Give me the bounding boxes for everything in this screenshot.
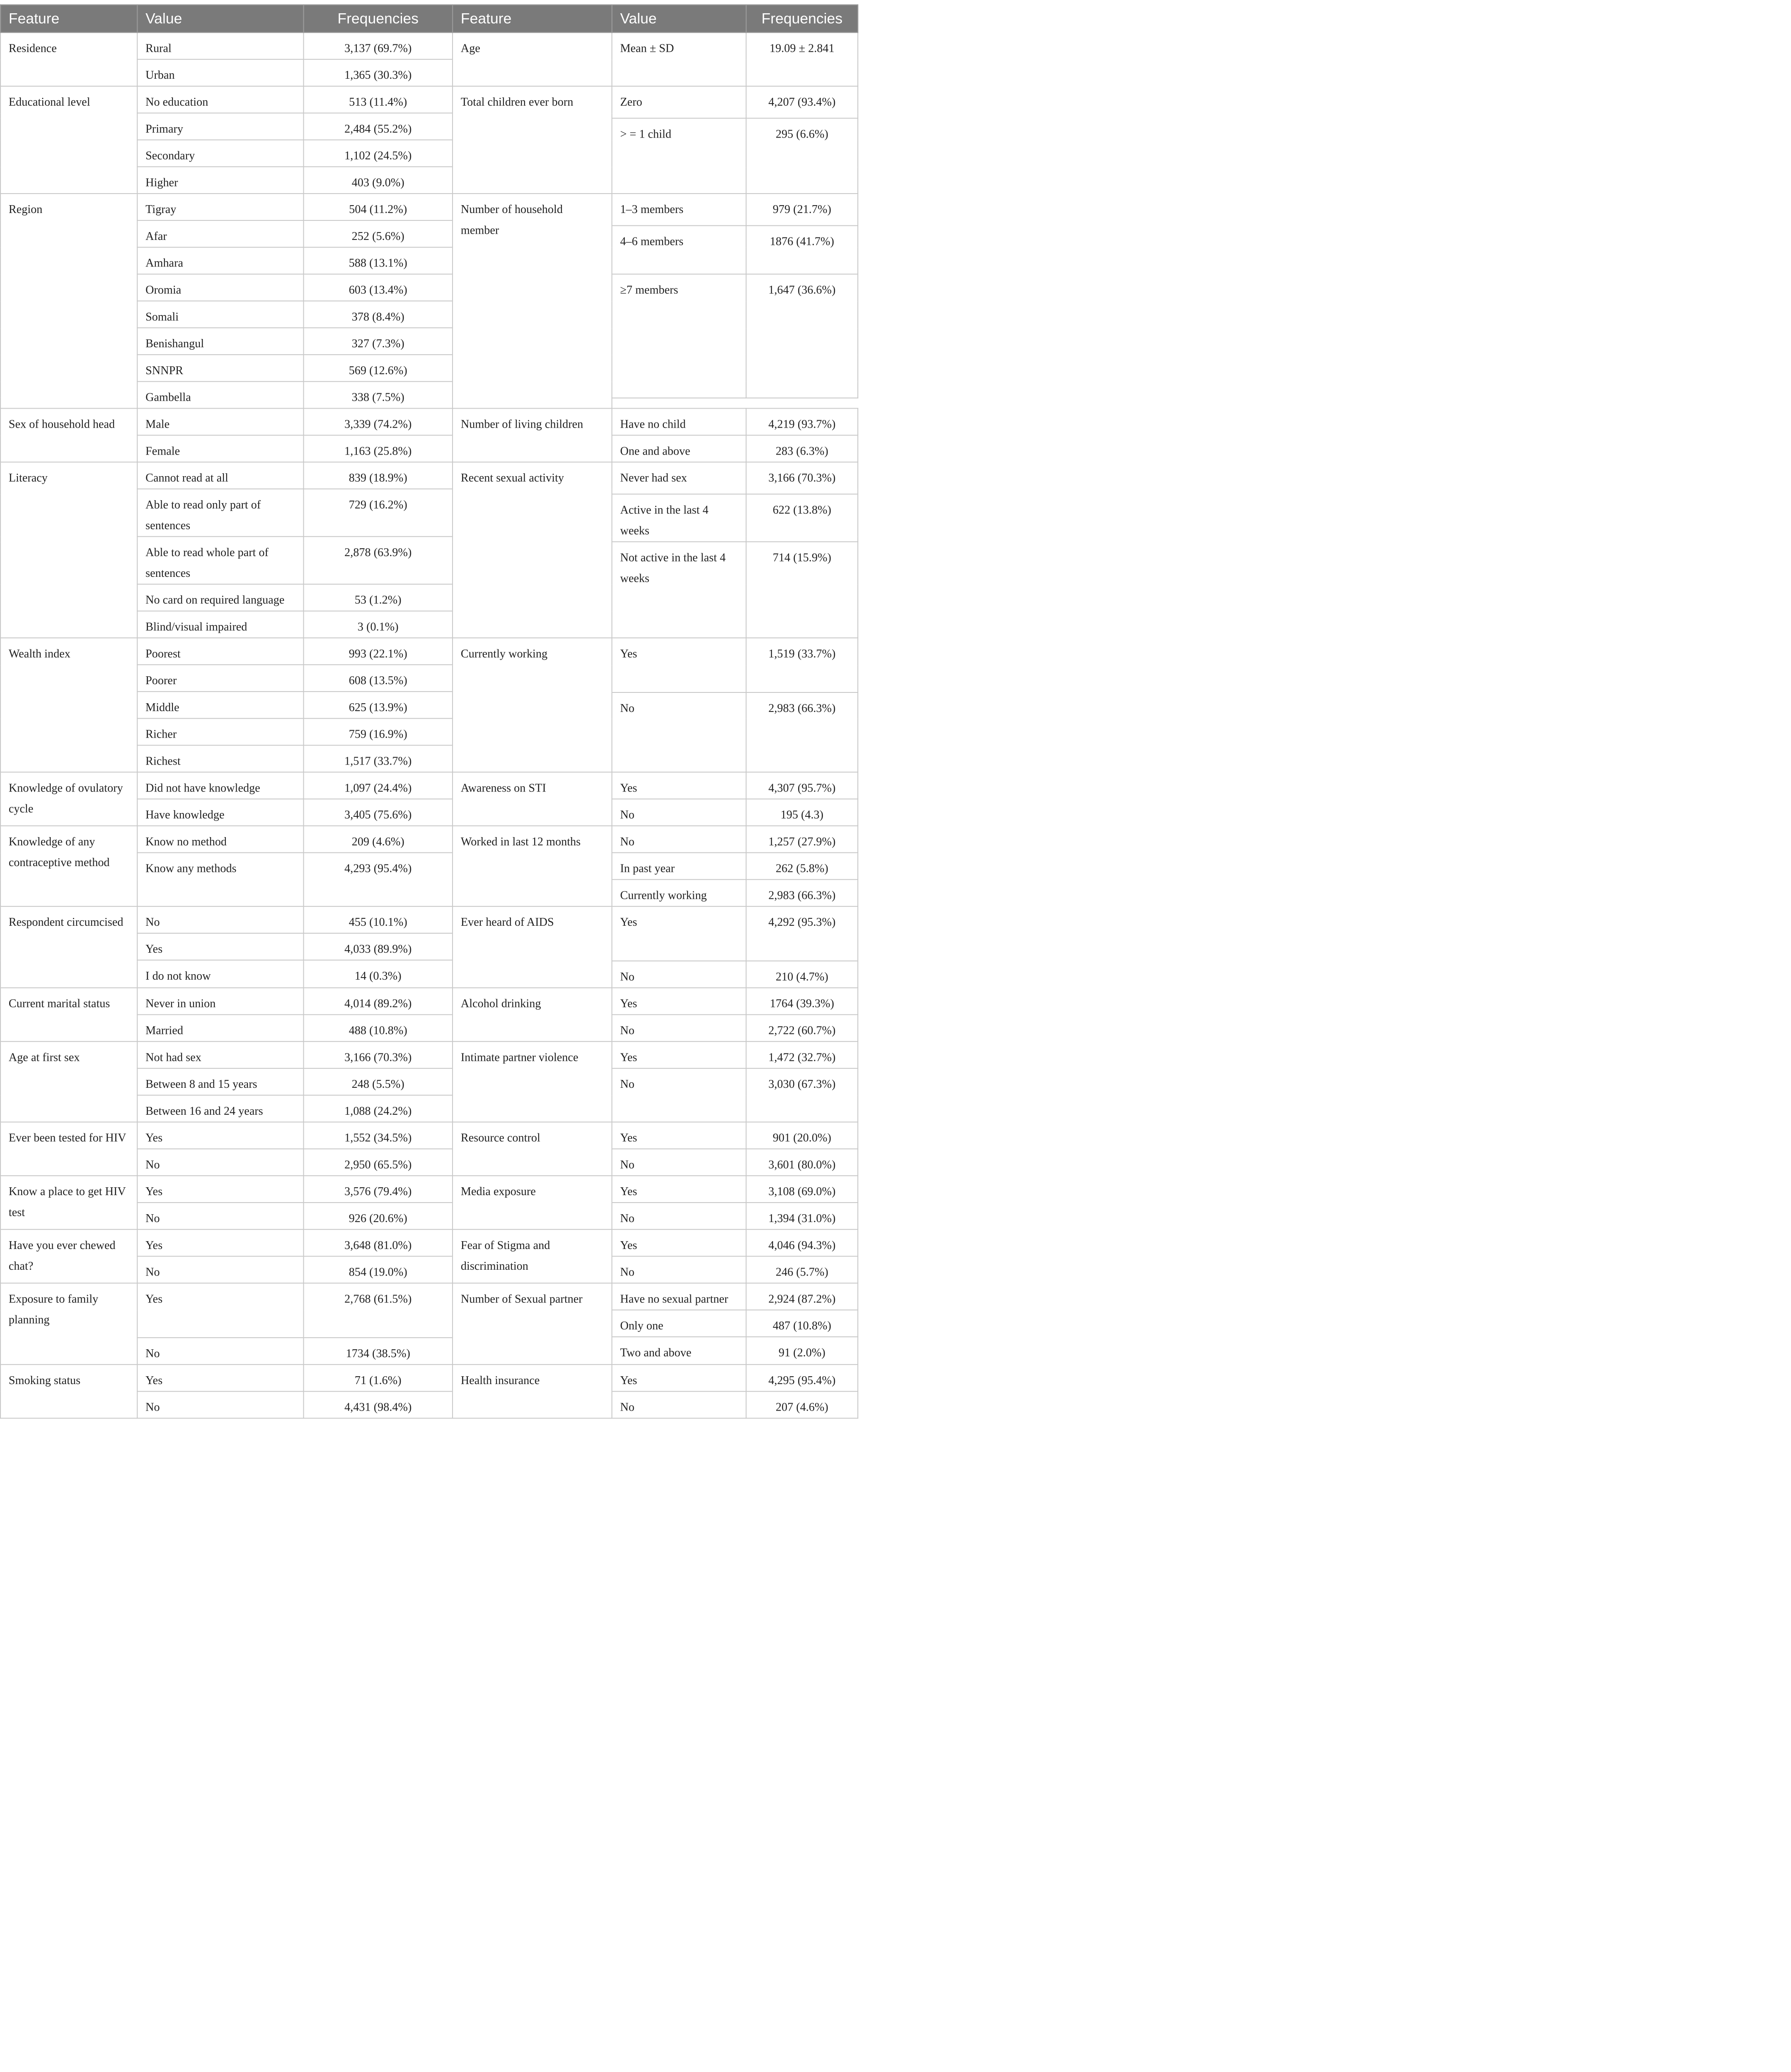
- frequency-cell: 3,339 (74.2%): [304, 408, 453, 435]
- frequency-cell: 2,950 (65.5%): [304, 1149, 453, 1176]
- value-cell: > = 1 child: [612, 118, 746, 194]
- frequency-cell: 4,292 (95.3%): [746, 906, 858, 961]
- value-cell: Yes: [137, 1176, 303, 1203]
- frequency-cell: 2,722 (60.7%): [746, 1014, 858, 1041]
- value-cell: Amhara: [137, 247, 303, 274]
- frequency-cell: 3,108 (69.0%): [746, 1176, 858, 1203]
- value-cell: No: [612, 826, 746, 853]
- frequency-cell: 625 (13.9%): [304, 692, 453, 719]
- feature-cell: Awareness on STI: [453, 772, 612, 826]
- frequency-cell: 3 (0.1%): [304, 611, 453, 638]
- value-cell: Urban: [137, 59, 303, 86]
- frequency-cell: 4,295 (95.4%): [746, 1365, 858, 1392]
- table-row: [0, 1176, 858, 1203]
- value-cell: Have no sexual partner: [612, 1283, 746, 1310]
- frequency-cell: 979 (21.7%): [746, 194, 858, 225]
- frequency-cell: 569 (12.6%): [304, 355, 453, 382]
- frequency-cell: 4,207 (93.4%): [746, 86, 858, 118]
- value-cell: Did not have knowledge: [137, 772, 303, 799]
- frequency-cell: 603 (13.4%): [304, 274, 453, 301]
- frequency-cell: 4,219 (93.7%): [746, 408, 858, 435]
- feature-cell: Age at first sex: [0, 1041, 137, 1122]
- feature-cell: Number of household member: [453, 194, 612, 408]
- frequency-cell: 588 (13.1%): [304, 247, 453, 274]
- value-cell: Yes: [612, 1041, 746, 1068]
- feature-cell: Intimate partner violence: [453, 1041, 612, 1122]
- frequency-cell: 3,601 (80.0%): [746, 1149, 858, 1176]
- value-cell: Yes: [612, 1365, 746, 1392]
- frequency-cell: 14 (0.3%): [304, 960, 453, 988]
- value-cell: No: [137, 906, 303, 933]
- frequency-cell: 338 (7.5%): [304, 382, 453, 409]
- value-cell: ≥7 members: [612, 274, 746, 397]
- frequency-cell: 608 (13.5%): [304, 665, 453, 692]
- frequency-cell: 246 (5.7%): [746, 1256, 858, 1283]
- value-cell: Yes: [137, 1283, 303, 1338]
- frequency-cell: 1,088 (24.2%): [304, 1095, 453, 1122]
- feature-cell: Worked in last 12 months: [453, 826, 612, 906]
- value-cell: No: [612, 1149, 746, 1176]
- value-cell: Have knowledge: [137, 799, 303, 826]
- frequency-cell: 91 (2.0%): [746, 1337, 858, 1365]
- table-row: [0, 462, 858, 489]
- feature-cell: Knowledge of ovulatory cycle: [0, 772, 137, 826]
- frequency-cell: 1,365 (30.3%): [304, 59, 453, 86]
- value-cell: No: [137, 1149, 303, 1176]
- frequency-cell: 1734 (38.5%): [304, 1338, 453, 1365]
- frequency-cell: 504 (11.2%): [304, 194, 453, 220]
- frequency-cell: 1,552 (34.5%): [304, 1122, 453, 1149]
- feature-cell: Current marital status: [0, 988, 137, 1042]
- value-cell: Yes: [612, 772, 746, 799]
- value-cell: Benishangul: [137, 328, 303, 355]
- frequency-cell: 714 (15.9%): [746, 542, 858, 638]
- table-body: [0, 32, 858, 1418]
- frequency-cell: 487 (10.8%): [746, 1310, 858, 1337]
- frequency-cell: 3,166 (70.3%): [304, 1041, 453, 1068]
- frequency-cell: 1,394 (31.0%): [746, 1203, 858, 1230]
- table-row: [0, 86, 858, 113]
- frequency-cell: 513 (11.4%): [304, 86, 453, 113]
- value-cell: Only one: [612, 1310, 746, 1337]
- frequency-cell: 2,768 (61.5%): [304, 1283, 453, 1338]
- value-cell: Active in the last 4 weeks: [612, 494, 746, 542]
- feature-cell: Recent sexual activity: [453, 462, 612, 638]
- table-row: [0, 1365, 858, 1392]
- value-cell: Yes: [137, 1230, 303, 1256]
- header-frequencies-left: Frequencies: [304, 5, 453, 32]
- value-cell: No: [612, 1068, 746, 1122]
- value-cell: Two and above: [612, 1337, 746, 1365]
- value-cell: No: [612, 1014, 746, 1041]
- feature-cell: Health insurance: [453, 1365, 612, 1418]
- table-row: [0, 1041, 858, 1068]
- feature-cell: Alcohol drinking: [453, 988, 612, 1042]
- frequency-cell: 262 (5.8%): [746, 853, 858, 880]
- frequency-cell: 207 (4.6%): [746, 1392, 858, 1418]
- feature-cell: Exposure to family planning: [0, 1283, 137, 1364]
- header-value-right: Value: [612, 5, 746, 32]
- header-frequencies-right: Frequencies: [746, 5, 858, 32]
- value-cell: Yes: [612, 906, 746, 961]
- frequency-cell: 403 (9.0%): [304, 167, 453, 194]
- value-cell: Never in union: [137, 988, 303, 1015]
- table-header-row: [0, 5, 858, 32]
- frequency-cell: 1,163 (25.8%): [304, 435, 453, 462]
- value-cell: Gambella: [137, 382, 303, 409]
- value-cell: 4–6 members: [612, 225, 746, 274]
- feature-cell: Smoking status: [0, 1365, 137, 1418]
- value-cell: Have no child: [612, 408, 746, 435]
- feature-cell: Number of Sexual partner: [453, 1283, 612, 1364]
- value-cell: Cannot read at all: [137, 462, 303, 489]
- frequency-cell: 4,431 (98.4%): [304, 1392, 453, 1418]
- frequency-cell: 2,924 (87.2%): [746, 1283, 858, 1310]
- frequency-cell: 854 (19.0%): [304, 1256, 453, 1283]
- value-cell: Middle: [137, 692, 303, 719]
- frequency-cell: 195 (4.3): [746, 799, 858, 826]
- table-row: [0, 408, 858, 435]
- feature-cell: Ever heard of AIDS: [453, 906, 612, 988]
- value-cell: Never had sex: [612, 462, 746, 494]
- feature-cell: Ever been tested for HIV: [0, 1122, 137, 1176]
- frequency-cell: 1764 (39.3%): [746, 988, 858, 1015]
- value-cell: Yes: [612, 1176, 746, 1203]
- frequency-cell: 2,983 (66.3%): [746, 692, 858, 772]
- frequency-cell: 759 (16.9%): [304, 719, 453, 746]
- frequency-cell: 4,293 (95.4%): [304, 853, 453, 907]
- frequency-cell: 1,472 (32.7%): [746, 1041, 858, 1068]
- value-cell: No: [612, 1392, 746, 1418]
- value-cell: Oromia: [137, 274, 303, 301]
- frequency-cell: 729 (16.2%): [304, 489, 453, 537]
- feature-cell: Age: [453, 32, 612, 86]
- frequency-cell: 248 (5.5%): [304, 1068, 453, 1095]
- feature-cell: Residence: [0, 32, 137, 86]
- value-cell: Female: [137, 435, 303, 462]
- value-cell: Higher: [137, 167, 303, 194]
- feature-cell: Wealth index: [0, 638, 137, 772]
- value-cell: No: [612, 1203, 746, 1230]
- frequency-cell: 3,405 (75.6%): [304, 799, 453, 826]
- frequency-cell: 1,097 (24.4%): [304, 772, 453, 799]
- value-cell: Yes: [612, 1230, 746, 1256]
- value-cell: Able to read only part of sentences: [137, 489, 303, 537]
- frequency-cell: 4,307 (95.7%): [746, 772, 858, 799]
- table-row: [0, 638, 858, 665]
- frequency-cell: 1,102 (24.5%): [304, 140, 453, 167]
- table-row: [0, 1230, 858, 1256]
- feature-cell: Total children ever born: [453, 86, 612, 194]
- feature-cell: Educational level: [0, 86, 137, 194]
- header-feature-left: Feature: [0, 5, 137, 32]
- frequency-cell: 4,014 (89.2%): [304, 988, 453, 1015]
- frequency-cell: 327 (7.3%): [304, 328, 453, 355]
- frequency-cell: 1876 (41.7%): [746, 225, 858, 274]
- table-row: [0, 1283, 858, 1310]
- value-cell: Afar: [137, 220, 303, 247]
- frequency-cell: 1,647 (36.6%): [746, 274, 858, 397]
- value-cell: Tigray: [137, 194, 303, 220]
- frequency-cell: 455 (10.1%): [304, 906, 453, 933]
- value-cell: No: [612, 1256, 746, 1283]
- value-cell: 1–3 members: [612, 194, 746, 225]
- table-row: [0, 988, 858, 1015]
- feature-cell: Sex of household head: [0, 408, 137, 462]
- value-cell: Poorer: [137, 665, 303, 692]
- frequency-cell: 1,517 (33.7%): [304, 745, 453, 772]
- value-cell: Yes: [612, 638, 746, 692]
- table-row: [0, 194, 858, 220]
- frequency-cell: 19.09 ± 2.841: [746, 32, 858, 86]
- frequency-cell: 210 (4.7%): [746, 961, 858, 988]
- value-cell: No: [612, 961, 746, 988]
- feature-cell: Resource control: [453, 1122, 612, 1176]
- value-cell: Between 8 and 15 years: [137, 1068, 303, 1095]
- frequency-cell: 252 (5.6%): [304, 220, 453, 247]
- value-cell: No: [137, 1256, 303, 1283]
- frequency-cell: 283 (6.3%): [746, 435, 858, 462]
- frequency-cell: 2,878 (63.9%): [304, 537, 453, 584]
- value-cell: Somali: [137, 301, 303, 328]
- frequency-cell: 839 (18.9%): [304, 462, 453, 489]
- table-row: [0, 772, 858, 799]
- feature-cell: Number of living children: [453, 408, 612, 462]
- value-cell: Yes: [137, 1365, 303, 1392]
- frequency-cell: 1,519 (33.7%): [746, 638, 858, 692]
- table-row: [0, 906, 858, 933]
- frequency-cell: 4,046 (94.3%): [746, 1230, 858, 1256]
- frequency-cell: 53 (1.2%): [304, 584, 453, 611]
- value-cell: Poorest: [137, 638, 303, 665]
- value-cell: Male: [137, 408, 303, 435]
- feature-cell: Region: [0, 194, 137, 408]
- frequency-cell: 2,983 (66.3%): [746, 879, 858, 906]
- value-cell: Not had sex: [137, 1041, 303, 1068]
- frequency-cell: 488 (10.8%): [304, 1014, 453, 1041]
- value-cell: Yes: [612, 988, 746, 1015]
- frequency-cell: 622 (13.8%): [746, 494, 858, 542]
- frequency-cell: 926 (20.6%): [304, 1203, 453, 1230]
- value-cell: Mean ± SD: [612, 32, 746, 86]
- frequency-cell: 3,648 (81.0%): [304, 1230, 453, 1256]
- value-cell: Primary: [137, 113, 303, 140]
- frequency-cell: 3,576 (79.4%): [304, 1176, 453, 1203]
- feature-cell: Media exposure: [453, 1176, 612, 1230]
- value-cell: No: [137, 1203, 303, 1230]
- header-value-left: Value: [137, 5, 303, 32]
- value-cell: Blind/visual impaired: [137, 611, 303, 638]
- frequency-cell: 2,484 (55.2%): [304, 113, 453, 140]
- value-cell: No: [137, 1392, 303, 1418]
- value-cell: Married: [137, 1014, 303, 1041]
- frequency-cell: 4,033 (89.9%): [304, 933, 453, 960]
- value-cell: Yes: [137, 1122, 303, 1149]
- value-cell: Secondary: [137, 140, 303, 167]
- value-cell: No education: [137, 86, 303, 113]
- table-row: [0, 1122, 858, 1149]
- table-page: [0, 0, 857, 1414]
- value-cell: One and above: [612, 435, 746, 462]
- table-row: [0, 826, 858, 853]
- value-cell: In past year: [612, 853, 746, 880]
- value-cell: Rural: [137, 32, 303, 59]
- value-cell: Not active in the last 4 weeks: [612, 542, 746, 638]
- value-cell: No: [612, 799, 746, 826]
- value-cell: No: [137, 1338, 303, 1365]
- header-feature-right: Feature: [453, 5, 612, 32]
- feature-cell: Respondent circumcised: [0, 906, 137, 988]
- frequency-cell: 378 (8.4%): [304, 301, 453, 328]
- feature-cell: Knowledge of any contraceptive method: [0, 826, 137, 906]
- feature-cell: Literacy: [0, 462, 137, 638]
- value-cell: Able to read whole part of sentences: [137, 537, 303, 584]
- value-cell: SNNPR: [137, 355, 303, 382]
- frequency-cell: 209 (4.6%): [304, 826, 453, 853]
- frequency-cell: 295 (6.6%): [746, 118, 858, 194]
- feature-cell: Fear of Stigma and discrimination: [453, 1230, 612, 1283]
- value-cell: No card on required language: [137, 584, 303, 611]
- frequency-cell: 3,166 (70.3%): [746, 462, 858, 494]
- value-cell: Currently working: [612, 879, 746, 906]
- feature-cell: Know a place to get HIV test: [0, 1176, 137, 1230]
- value-cell: Yes: [137, 933, 303, 960]
- value-cell: Know no method: [137, 826, 303, 853]
- frequency-cell: 71 (1.6%): [304, 1365, 453, 1392]
- frequency-cell: 993 (22.1%): [304, 638, 453, 665]
- frequency-table: [0, 4, 858, 1418]
- value-cell: Richest: [137, 745, 303, 772]
- table-row: [0, 32, 858, 59]
- value-cell: No: [612, 692, 746, 772]
- value-cell: I do not know: [137, 960, 303, 988]
- value-cell: Between 16 and 24 years: [137, 1095, 303, 1122]
- feature-cell: Currently working: [453, 638, 612, 772]
- frequency-cell: 3,137 (69.7%): [304, 32, 453, 59]
- value-cell: Yes: [612, 1122, 746, 1149]
- value-cell: Zero: [612, 86, 746, 118]
- value-cell: Know any methods: [137, 853, 303, 907]
- frequency-cell: 1,257 (27.9%): [746, 826, 858, 853]
- value-cell: Richer: [137, 719, 303, 746]
- frequency-cell: 901 (20.0%): [746, 1122, 858, 1149]
- feature-cell: Have you ever chewed chat?: [0, 1230, 137, 1283]
- frequency-cell: 3,030 (67.3%): [746, 1068, 858, 1122]
